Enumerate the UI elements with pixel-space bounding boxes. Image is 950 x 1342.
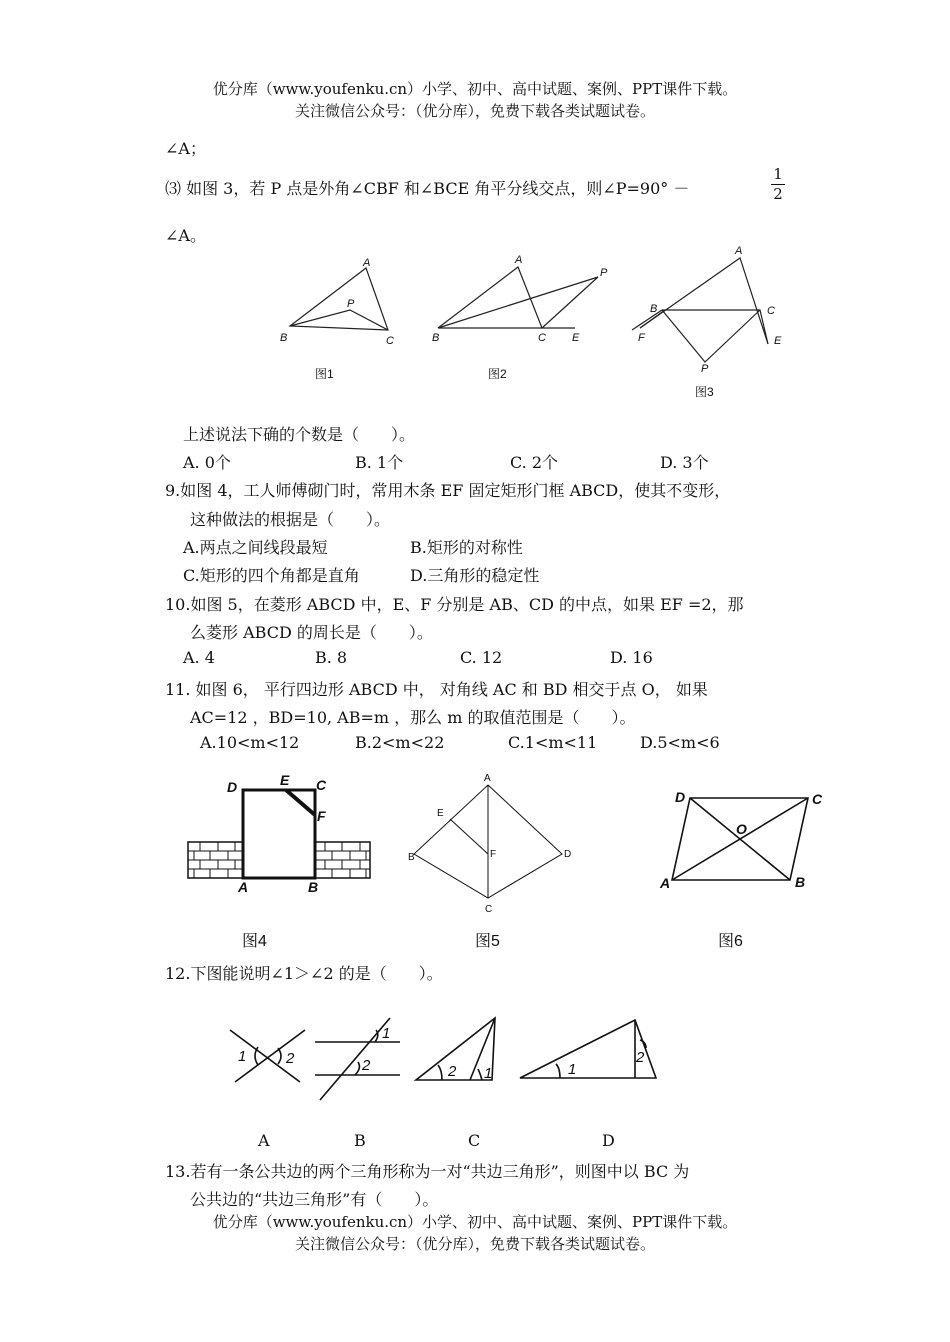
q10-option-c: C. 12 — [460, 648, 503, 667]
fig5-caption: 图5 — [475, 933, 500, 950]
fig2-bisectors — [438, 277, 598, 328]
fig4-label-e: E — [280, 772, 290, 788]
fig6-label-b: B — [795, 874, 806, 890]
q10-line-1: 10.如图 5，在菱形 ABCD 中，E、F 分别是 AB、CD 的中点，如果 EF =2，那 — [165, 595, 744, 614]
fraction-denominator: 2 — [773, 185, 783, 203]
q12-option-label-a: A — [258, 1131, 270, 1150]
fig3-label-e: E — [774, 335, 782, 347]
q10-option-d: D. 16 — [610, 648, 653, 667]
q12-figures — [220, 1010, 670, 1105]
fig3-label-p: P — [701, 363, 709, 375]
fig3-bisectors — [662, 310, 760, 362]
fig4-caption: 图4 — [242, 933, 267, 950]
q8-option-a: A. 0个 — [183, 453, 231, 472]
fig2-triangle — [438, 267, 542, 328]
q12-c-arc-2 — [438, 1065, 442, 1080]
q9-option-a: A.两点之间线段最短 — [183, 538, 328, 557]
q10-option-a: A. 4 — [183, 648, 215, 667]
figures-1-3 — [270, 240, 810, 405]
fig1-label-c: C — [386, 335, 394, 347]
q10-line-2: 么菱形 ABCD 的周长是（ ）。 — [190, 623, 433, 642]
fig4 — [188, 790, 370, 878]
q11-option-b: B.2<m<22 — [355, 733, 445, 752]
fig5-segment-ef — [450, 819, 488, 854]
fig4-label-d: D — [227, 779, 238, 795]
q12-b-label-1: 1 — [382, 1025, 391, 1042]
fig3-label-a: A — [735, 245, 743, 257]
fig5-label-d: D — [564, 849, 572, 860]
fig2-caption: 图2 — [488, 367, 507, 381]
q8-line-a: ∠A； — [165, 139, 206, 158]
fig5-label-f: F — [490, 849, 497, 860]
q8-line-3: ⑶ 如图 3，若 P 点是外角∠CBF 和∠BCE 角平分线交点，则∠P=90° － — [165, 179, 690, 198]
q12-b-arc-2 — [355, 1062, 359, 1075]
fig2-label-e: E — [572, 332, 580, 344]
q11-line-1: 11. 如图 6， 平行四边形 ABCD 中， 对角线 AC 和 BD 相交于点 O， 如果 — [165, 680, 708, 699]
fraction — [768, 165, 788, 204]
fig3-caption: 图3 — [695, 385, 714, 399]
fig6 — [672, 798, 808, 880]
q12-option-label-d: D — [602, 1131, 615, 1150]
q11-option-c: C.1<m<11 — [508, 733, 598, 752]
fig6-label-d: D — [675, 789, 686, 805]
fig5-label-b: B — [408, 852, 415, 863]
q12-a-label-1: 1 — [238, 1048, 247, 1065]
q9-option-c: C.矩形的四个角都是直角 — [183, 566, 360, 585]
fig1-label-p: P — [347, 298, 355, 310]
fig5-label-e: E — [437, 808, 444, 819]
q8-option-c: C. 2个 — [510, 453, 559, 472]
q12-c-arc-1 — [478, 1069, 482, 1080]
q11-option-d: D.5<m<6 — [640, 733, 720, 752]
fig1-triangle — [290, 268, 388, 330]
fig5-label-c: C — [485, 904, 493, 915]
fig6-diagonals — [672, 798, 808, 880]
fig6-label-c: C — [812, 791, 823, 807]
fig2-label-a: A — [515, 254, 523, 266]
q12-c-label-1: 1 — [484, 1065, 493, 1082]
fig3-label-b: B — [650, 303, 658, 315]
q12-line-1: 12.下图能说明∠1＞∠2 的是（ ）。 — [165, 964, 443, 983]
header-line-1: 优分库（www.youfenku.cn）小学、初中、高中试题、案例、PPT课件下载。 — [212, 80, 738, 98]
fig6-label-o: O — [736, 821, 747, 837]
q13-line-1: 13.若有一条公共边的两个三角形称为一对“共边三角形”，则图中以 BC 为 — [165, 1162, 690, 1181]
footer-line-2: 关注微信公众号：（优分库），免费下载各类试题试卷。 — [294, 1235, 655, 1253]
fig1-label-a: A — [363, 257, 371, 269]
fig6-caption: 图6 — [718, 933, 743, 950]
fig1-label-b: B — [280, 332, 288, 344]
fig3-sides — [640, 258, 768, 344]
fig2-label-b: B — [432, 332, 440, 344]
fig5-label-a: A — [484, 773, 491, 784]
q12-a-label-2: 2 — [286, 1050, 295, 1067]
q12-d-label-2: 2 — [636, 1049, 645, 1066]
fig4-label-f: F — [317, 808, 326, 824]
q12-option-label-c: C — [468, 1131, 481, 1150]
fig3-ext-f — [632, 310, 662, 330]
q8-prompt: 上述说法下确的个数是（ ）。 — [183, 425, 416, 444]
q12-c-label-2: 2 — [448, 1063, 457, 1080]
q9-option-b: B.矩形的对称性 — [410, 538, 523, 557]
figures-4-6 — [180, 765, 850, 955]
fig3-label-f: F — [638, 332, 645, 344]
fig2-label-p: P — [600, 267, 608, 279]
fig3-label-c: C — [767, 305, 775, 317]
fig4-label-a: A — [238, 879, 249, 895]
fig2-label-c: C — [538, 332, 546, 344]
q11-option-a: A.10<m<12 — [200, 733, 300, 752]
q12-d-label-1: 1 — [568, 1061, 577, 1078]
fraction-numerator: 1 — [773, 165, 783, 183]
q8-line-b: ∠A。 — [165, 226, 206, 245]
q12-d-arc-1 — [556, 1064, 560, 1078]
q9-line-1: 9.如图 4，工人师傅砌门时，常用木条 EF 固定矩形门框 ABCD，使其不变形， — [165, 481, 731, 500]
q12-b-label-2: 2 — [362, 1057, 371, 1074]
q12-option-label-b: B — [354, 1131, 366, 1150]
fig5 — [414, 785, 562, 898]
q8-option-b: B. 1个 — [355, 453, 404, 472]
fig6-label-a: A — [660, 875, 671, 891]
q10-option-b: B. 8 — [315, 648, 348, 667]
fig1-caption: 图1 — [315, 367, 334, 381]
fig4-label-b: B — [308, 879, 319, 895]
q9-line-2: 这种做法的根据是（ ）。 — [190, 510, 391, 529]
q11-line-2: AC=12 ，BD=10, AB=m ，那么 m 的取值范围是（ ）。 — [190, 708, 636, 727]
fig4-label-c: C — [316, 777, 327, 793]
footer-line-1: 优分库（www.youfenku.cn）小学、初中、高中试题、案例、PPT课件下载。 — [212, 1213, 738, 1231]
q8-option-d: D. 3个 — [660, 453, 709, 472]
q13-line-2: 公共边的“共边三角形”有（ ）。 — [190, 1190, 439, 1209]
q9-option-d: D.三角形的稳定性 — [410, 566, 540, 585]
header-line-2: 关注微信公众号：（优分库），免费下载各类试题试卷。 — [294, 102, 655, 120]
